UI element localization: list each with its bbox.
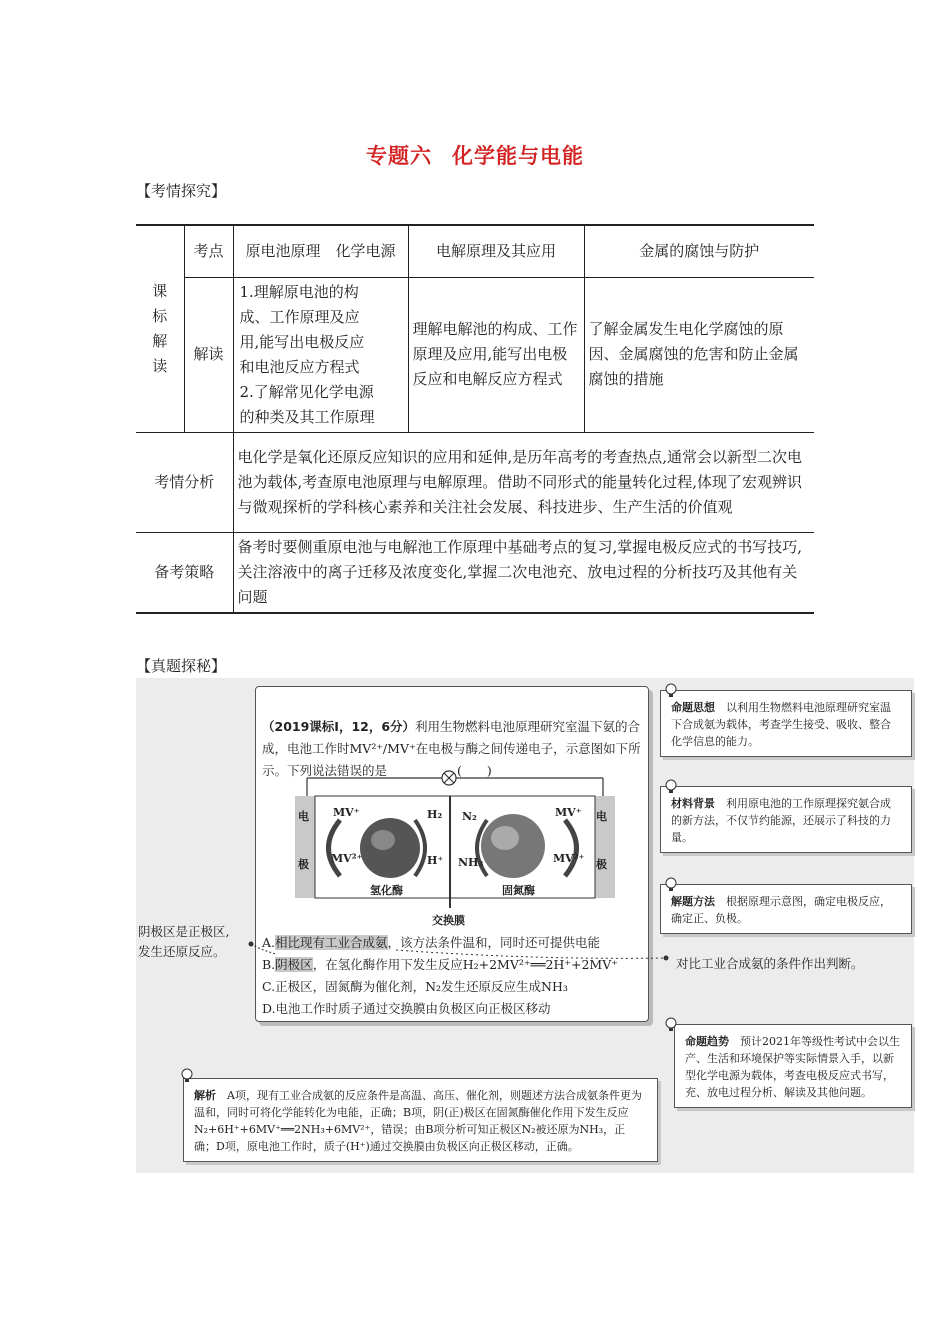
lightbulb-icon [664,779,678,795]
analysis-label: 考情分析 [136,432,233,532]
mv-2plus-right: MV²⁺ [553,852,585,865]
nh3-label: NH₃ [458,856,484,869]
question-source: （2019课标Ⅰ，12，6分） [262,719,416,734]
note-jieti-fangfa: 解题方法 根据原理示意图，确定电极反应，确定正、负极。 [660,884,912,934]
exam-analysis-table [136,224,814,614]
section-heading-kaoqing: 【考情探究】 [136,182,227,200]
electrode-left-label: 电 [298,810,309,823]
option-a: A.相比现有工业合成氨，该方法条件温和，同时还可提供电能 [262,935,601,950]
n2-label: N₂ [462,810,477,823]
electrode-right-label: 电 [596,810,607,823]
row-group-label: 课 标 解 读 [136,225,184,432]
col3-header: 金属的腐蚀与防护 [584,225,814,277]
mv-plus-right: MV⁺ [555,806,582,819]
hplus-label: H⁺ [427,854,444,867]
lightbulb-icon [664,1017,678,1033]
handwrite-note-right: 对比工业合成氨的条件作出判断。 [676,956,864,971]
analysis-text: 电化学是氧化还原反应知识的应用和延伸,是历年高考的考查热点,通常会以新型二次电池为载体,考查原电池原理与电解原理。借助不同形式的能量转化过程,体现了宏观辨识与微观探析的学科核心素养和关注社会发展、科技进步、生产生活的价值观 [233,432,814,532]
option-b: B.阴极区，在氢化酶作用下发生反应H₂+2MV²⁺══2H⁺+2MV⁺ [262,957,618,972]
note-cailiao-beijing: 材料背景 利用原电池的工作原理探究氨合成的新方法，不仅节约能源，还展示了科技的力量。 [660,786,912,853]
title-part1: 专题六 [366,144,432,168]
col1-content: 1.理解原电池的构 成、工作原理及应 用,能写出电极反应 和电池反应方程式 2.了解常见化学电源 的种类及其工作原理 [233,277,408,432]
strategy-label: 备考策略 [136,532,233,613]
jiedu-label: 解读 [184,277,233,432]
col2-content: 理解电解池的构成、工作原理及应用,能写出电极反应和电解反应方程式 [408,277,584,432]
col3-content: 了解金属发生电化学腐蚀的原因、金属腐蚀的危害和防止金属腐蚀的措施 [584,277,814,432]
handwrite-note-left: 阴极区是正极区, 发生还原反应。 [138,924,230,959]
note-mingti-sixiang: 命题思想 以利用生物燃料电池原理研究室温下合成氨为载体，考查学生接受、吸收、整合化学信息的能力。 [660,690,912,757]
h2-label: H₂ [427,808,443,821]
electrode-right-label-2: 极 [596,858,607,871]
section-heading-zhenti: 【真题探秘】 [136,657,227,675]
note-mingti-qushi: 命题趋势 预计2021年等级性考试中会以生产、生活和环境保护等实际情景入手，以新型化学电源为载体，考查电极反应式书写，充、放电过程分析、解读及其他问题。 [674,1024,912,1108]
col2-header: 电解原理及其应用 [408,225,584,277]
cell-diagram [295,768,615,928]
option-c: C.正极区，固氮酶为催化剂，N₂发生还原反应生成NH₃ [262,979,568,994]
lightbulb-icon [664,683,678,699]
hydrogenase-label: 氢化酶 [370,884,403,897]
note-analysis: 解析 A项，现有工业合成氨的反应条件是高温、高压、催化剂，则题述方法合成氨条件更为温和，同时可将化学能转化为电能，正确；B项，阴(正)极区在固氮酶催化作用下发生反应N₂+6H⁺+6MV⁺══2NH₃+6MV²⁺，错误；由B项分析可知正极区N₂被还原为NH₃，正确；D项，原电池工作时，质子(H⁺)通过交换膜由负极区向正极区移动，正确。 [183,1078,658,1162]
mv-2plus-left: MV²⁺ [331,852,363,865]
page-title [0,140,950,170]
electrode-left-label-2: 极 [298,858,309,871]
lightbulb-icon [180,1068,194,1084]
col1-header: 原电池原理 化学电源 [233,225,408,277]
nitrogenase-label: 固氮酶 [502,884,535,897]
membrane-label: 交换膜 [432,914,465,927]
question-text: 利用生物燃料电池原理研究室温下氨的合成，电池工作时MV²⁺/MV⁺在电极与酶之间传递电子，示意图如下所示。下列说法错误的是 [262,719,641,778]
option-d: D.电池工作时质子通过交换膜由负极区向正极区移动 [262,1001,551,1016]
lightbulb-icon [664,877,678,893]
title-part2: 化学能与电能 [452,144,584,168]
kaodian-label: 考点 [184,225,233,277]
strategy-text: 备考时要侧重原电池与电解池工作原理中基础考点的复习,掌握电极反应式的书写技巧,关注溶液中的离子迁移及浓度变化,掌握二次电池充、放电过程的分析技巧及其他有关问题 [233,532,814,613]
answer-bracket: ( ) [457,763,492,778]
mv-plus-left: MV⁺ [333,806,360,819]
